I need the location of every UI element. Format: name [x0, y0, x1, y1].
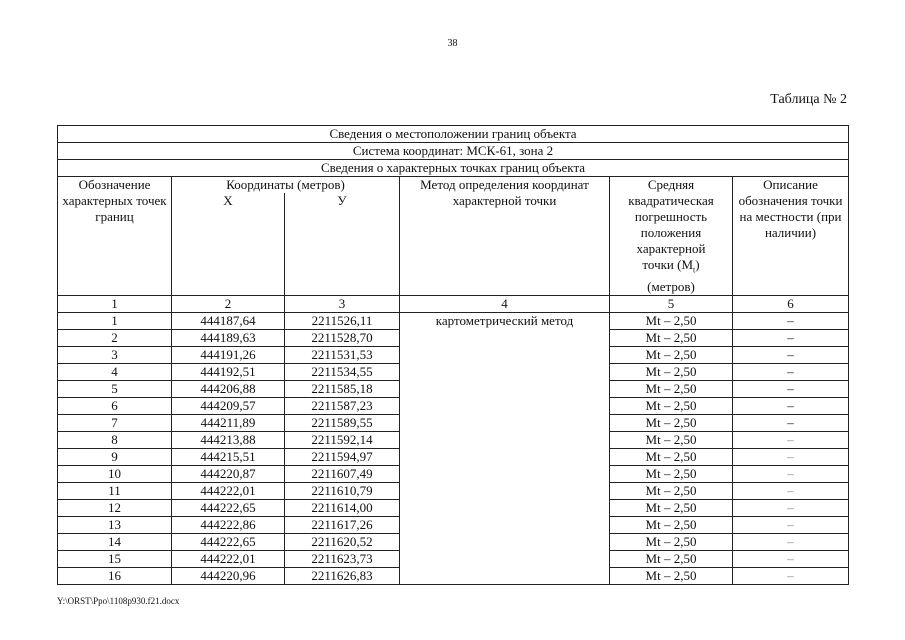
cell-error: Mt – 2,50: [610, 346, 733, 363]
cell-point-number: 14: [58, 533, 172, 550]
cell-point-number: 16: [58, 567, 172, 584]
cell-error: Mt – 2,50: [610, 533, 733, 550]
cell-error: Mt – 2,50: [610, 567, 733, 584]
cell-x: 444215,51: [172, 448, 285, 465]
cell-y: 2211526,11: [285, 312, 400, 329]
cell-error: Mt – 2,50: [610, 482, 733, 499]
cell-error: Mt – 2,50: [610, 363, 733, 380]
cell-description: –: [733, 567, 849, 584]
cell-point-number: 10: [58, 465, 172, 482]
cell-error: Mt – 2,50: [610, 448, 733, 465]
cell-y: 2211587,23: [285, 397, 400, 414]
cell-description: –: [733, 380, 849, 397]
column-number: 2: [172, 295, 285, 312]
cell-description: –: [733, 414, 849, 431]
column-number: 1: [58, 295, 172, 312]
cell-x: 444206,88: [172, 380, 285, 397]
cell-description: –: [733, 499, 849, 516]
cell-description: –: [733, 397, 849, 414]
cell-point-number: 12: [58, 499, 172, 516]
cell-point-number: 5: [58, 380, 172, 397]
cell-error: Mt – 2,50: [610, 414, 733, 431]
cell-y: 2211592,14: [285, 431, 400, 448]
cell-x: 444222,65: [172, 499, 285, 516]
header-x: Х: [172, 193, 285, 295]
cell-error: Mt – 2,50: [610, 397, 733, 414]
cell-description: –: [733, 363, 849, 380]
cell-point-number: 13: [58, 516, 172, 533]
boundary-points-table: [57, 125, 849, 585]
column-number: 6: [733, 295, 849, 312]
cell-point-number: 7: [58, 414, 172, 431]
cell-y: 2211623,73: [285, 550, 400, 567]
cell-y: 2211589,55: [285, 414, 400, 431]
cell-y: 2211626,83: [285, 567, 400, 584]
cell-point-number: 2: [58, 329, 172, 346]
cell-x: 444213,88: [172, 431, 285, 448]
cell-error: Mt – 2,50: [610, 380, 733, 397]
cell-point-number: 3: [58, 346, 172, 363]
header-y: У: [285, 193, 400, 295]
cell-point-number: 4: [58, 363, 172, 380]
cell-point-number: 8: [58, 431, 172, 448]
cell-y: 2211594,97: [285, 448, 400, 465]
cell-description: –: [733, 329, 849, 346]
cell-x: 444209,57: [172, 397, 285, 414]
cell-y: 2211614,00: [285, 499, 400, 516]
table-row: [58, 312, 849, 329]
cell-x: 444189,63: [172, 329, 285, 346]
page-number: 38: [447, 38, 458, 49]
cell-error: Mt – 2,50: [610, 499, 733, 516]
cell-error: Mt – 2,50: [610, 516, 733, 533]
cell-x: 444191,26: [172, 346, 285, 363]
cell-point-number: 6: [58, 397, 172, 414]
header-point-designation: Обозначение характерных точек границ: [58, 177, 172, 296]
cell-description: –: [733, 346, 849, 363]
cell-description: –: [733, 312, 849, 329]
cell-x: 444211,89: [172, 414, 285, 431]
cell-description: –: [733, 482, 849, 499]
cell-x: 444222,01: [172, 482, 285, 499]
cell-y: 2211585,18: [285, 380, 400, 397]
cell-description: –: [733, 431, 849, 448]
cell-description: –: [733, 550, 849, 567]
header-method: Метод определения координат характерной точки: [400, 177, 610, 296]
cell-y: 2211531,53: [285, 346, 400, 363]
cell-x: 444222,86: [172, 516, 285, 533]
cell-method: картометрический метод: [400, 312, 610, 584]
cell-x: 444187,64: [172, 312, 285, 329]
header-coordinates: Координаты (метров): [172, 177, 400, 194]
cell-y: 2211534,55: [285, 363, 400, 380]
cell-x: 444222,65: [172, 533, 285, 550]
cell-description: –: [733, 516, 849, 533]
column-number: 3: [285, 295, 400, 312]
cell-point-number: 15: [58, 550, 172, 567]
cell-description: –: [733, 448, 849, 465]
column-number: 5: [610, 295, 733, 312]
cell-y: 2211528,70: [285, 329, 400, 346]
cell-point-number: 9: [58, 448, 172, 465]
cell-x: 444220,87: [172, 465, 285, 482]
table-caption: Таблица № 2: [770, 92, 847, 107]
cell-y: 2211620,52: [285, 533, 400, 550]
cell-y: 2211617,26: [285, 516, 400, 533]
cell-error: Mt – 2,50: [610, 329, 733, 346]
cell-description: –: [733, 533, 849, 550]
cell-error: Mt – 2,50: [610, 465, 733, 482]
cell-error: Mt – 2,50: [610, 312, 733, 329]
cell-y: 2211607,49: [285, 465, 400, 482]
table-title-1: Сведения о местоположении границ объекта: [58, 126, 849, 143]
cell-error: Mt – 2,50: [610, 431, 733, 448]
cell-x: 444222,01: [172, 550, 285, 567]
header-description: Описание обозначения точки на местности (при наличии): [733, 177, 849, 296]
header-error: Средняя квадратическая погрешность положения характерной точки $(M_t)$ (метров): [610, 177, 733, 296]
footer-file-path: Y:\ORST\Ppo\1108p930.f21.docx: [57, 596, 180, 606]
cell-x: 444220,96: [172, 567, 285, 584]
cell-point-number: 11: [58, 482, 172, 499]
cell-x: 444192,51: [172, 363, 285, 380]
cell-point-number: 1: [58, 312, 172, 329]
table-body: [58, 312, 849, 584]
table-title-3: Сведения о характерных точках границ объекта: [58, 160, 849, 177]
column-number: 4: [400, 295, 610, 312]
cell-error: Mt – 2,50: [610, 550, 733, 567]
table-title-2: Система координат: МСК-61, зона 2: [58, 143, 849, 160]
cell-description: –: [733, 465, 849, 482]
cell-y: 2211610,79: [285, 482, 400, 499]
